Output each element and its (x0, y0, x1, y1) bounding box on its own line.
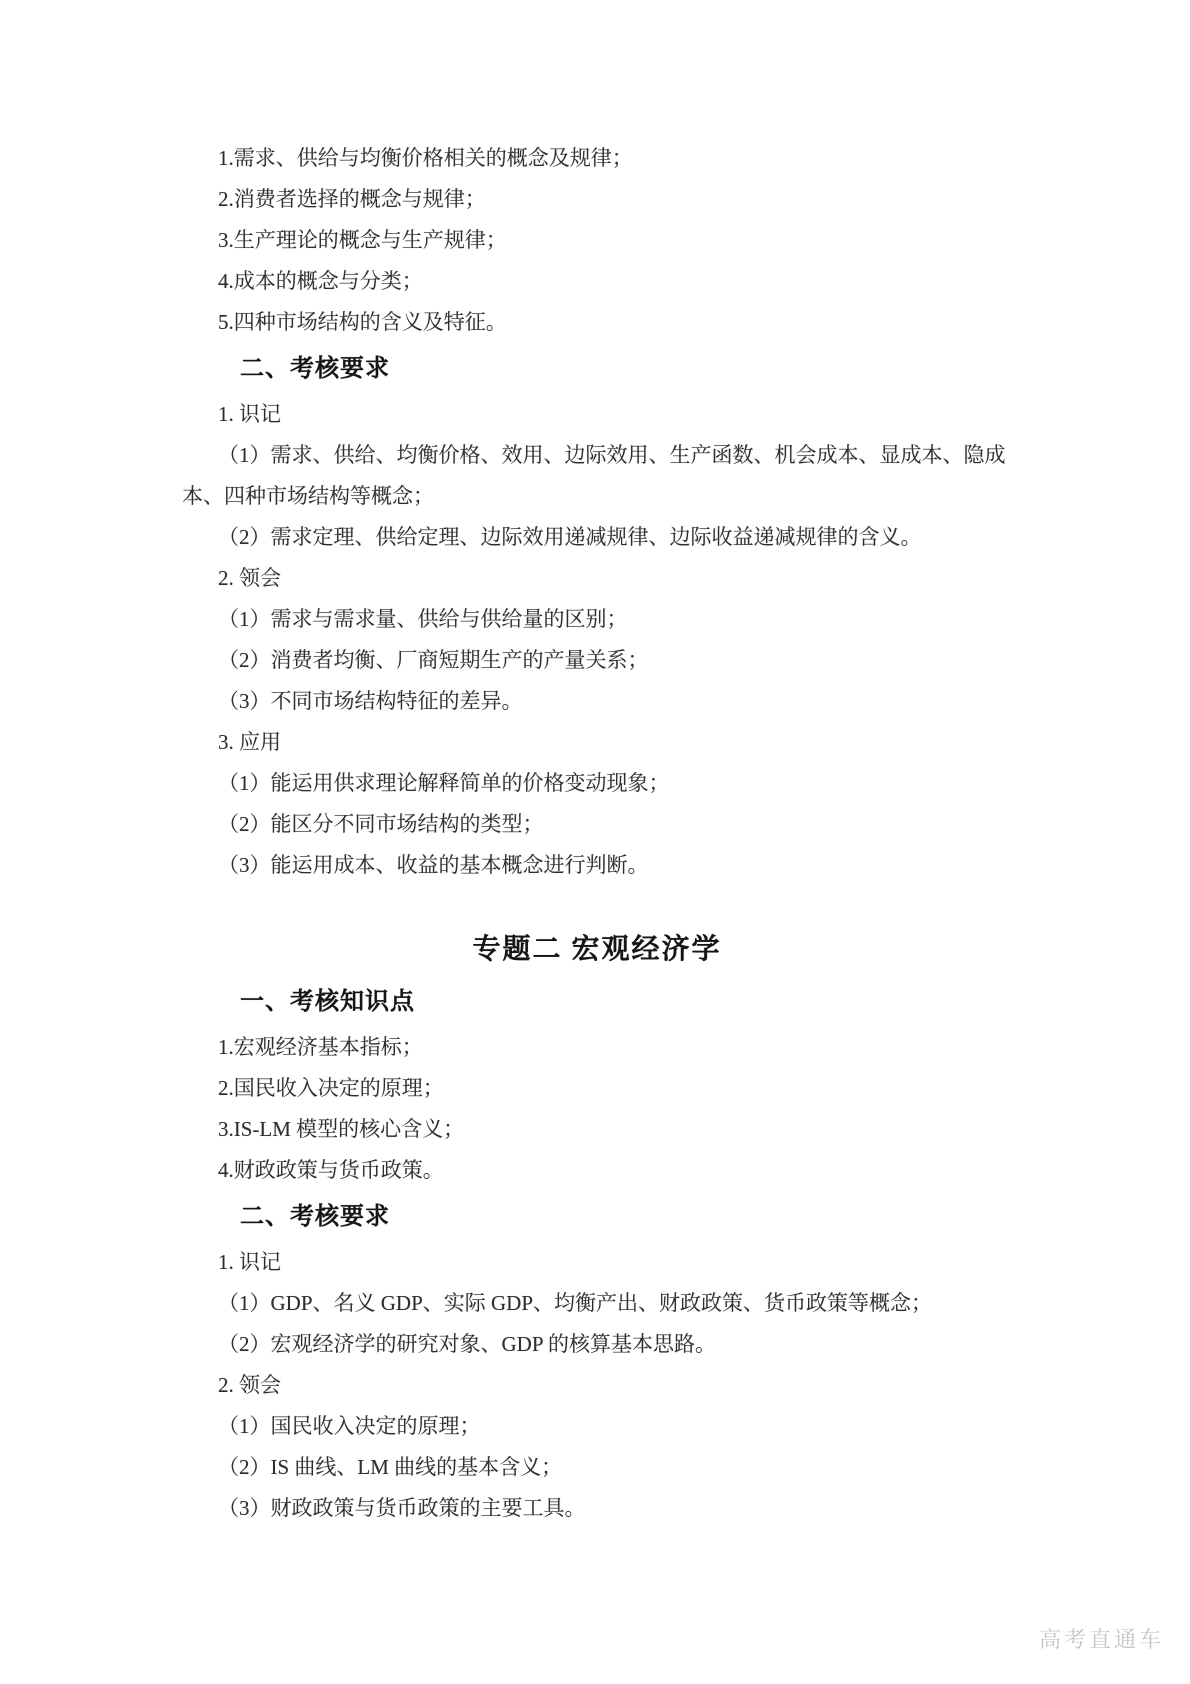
level-label: 1. 识记 (218, 402, 281, 426)
requirement-item: （2）IS 曲线、LM 曲线的基本含义； (218, 1455, 563, 1479)
requirement-item: （1）需求与需求量、供给与供给量的区别； (218, 607, 628, 631)
level-label: 2. 领会 (218, 566, 281, 590)
knowledge-item: 4.成本的概念与分类； (218, 269, 423, 293)
watermark-text: 高考直通车 (1038, 1627, 1164, 1652)
requirement-item: （3）能运用成本、收益的基本概念进行判断。 (218, 853, 649, 877)
knowledge-item: 3.生产理论的概念与生产规律； (218, 228, 507, 252)
requirement-item: （1）需求、供给、均衡价格、效用、边际效用、生产函数、机会成本、显成本、隐成本、四种市场结构等概念； (182, 443, 1006, 508)
level-label: 2. 领会 (218, 1373, 281, 1397)
requirement-item: （3）财政政策与货币政策的主要工具。 (218, 1496, 586, 1520)
requirement-item: （2）宏观经济学的研究对象、GDP 的核算基本思路。 (218, 1332, 716, 1356)
level-label: 1. 识记 (218, 1250, 281, 1274)
knowledge-item: 4.财政政策与货币政策。 (218, 1158, 444, 1182)
knowledge-item: 5.四种市场结构的含义及特征。 (218, 310, 507, 334)
section-heading-knowledge: 一、考核知识点 (240, 989, 415, 1015)
knowledge-item: 1.需求、供给与均衡价格相关的概念及规律； (218, 146, 633, 170)
knowledge-item: 3.IS-LM 模型的核心含义； (218, 1117, 465, 1141)
requirement-item: （3）不同市场结构特征的差异。 (218, 689, 523, 713)
knowledge-item: 1.宏观经济基本指标； (218, 1035, 423, 1059)
topic-title: 专题二 宏观经济学 (472, 934, 722, 965)
section-heading-requirements: 二、考核要求 (240, 1204, 390, 1230)
requirement-item: （2）消费者均衡、厂商短期生产的产量关系； (218, 648, 649, 672)
knowledge-item: 2.消费者选择的概念与规律； (218, 187, 486, 211)
document-content (182, 138, 1012, 1529)
requirement-item: （2）需求定理、供给定理、边际效用递减规律、边际收益递减规律的含义。 (218, 525, 922, 549)
requirement-item: （1）GDP、名义 GDP、实际 GDP、均衡产出、财政政策、货币政策等概念； (218, 1291, 933, 1315)
knowledge-item: 2.国民收入决定的原理； (218, 1076, 444, 1100)
section-heading-requirements: 二、考核要求 (240, 356, 390, 382)
level-label: 3. 应用 (218, 730, 281, 754)
requirement-item: （1）能运用供求理论解释简单的价格变动现象； (218, 771, 670, 795)
requirement-item: （2）能区分不同市场结构的类型； (218, 812, 544, 836)
requirement-item: （1）国民收入决定的原理； (218, 1414, 481, 1438)
